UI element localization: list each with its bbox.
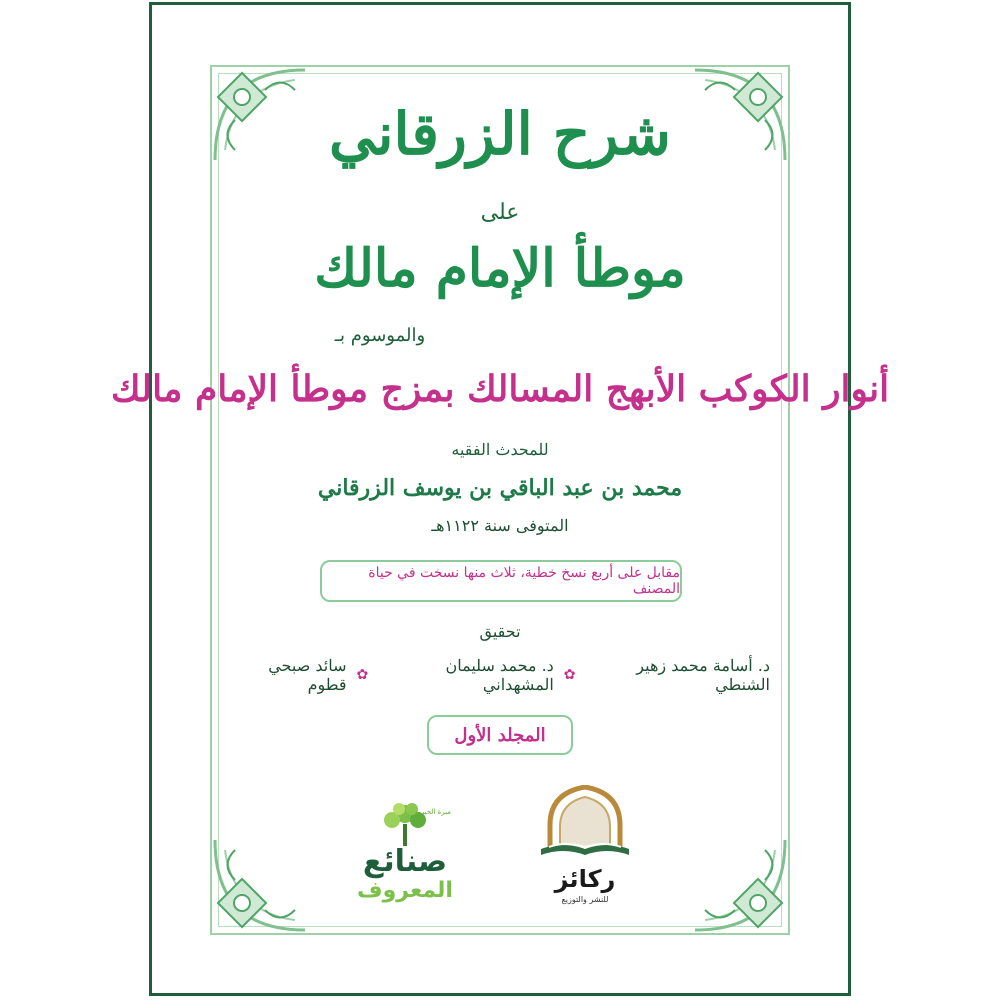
dome-book-icon xyxy=(535,785,635,865)
tahqiq-label: تحقيق xyxy=(479,622,521,641)
publisher-left-name-line1: صنائع xyxy=(362,844,448,879)
volume-label: المجلد الأول xyxy=(454,724,546,746)
mawsum-label: والموسوم بـ xyxy=(334,325,426,346)
publisher-logo-left xyxy=(335,800,475,910)
ala-connector: على xyxy=(480,200,520,225)
death-year: المتوفى سنة ١١٢٢هـ xyxy=(431,516,569,535)
author-name: محمد بن عبد الباقي بن يوسف الزرقاني xyxy=(317,475,683,501)
book-subject: موطأ الإمام مالك xyxy=(314,238,686,299)
manuscripts-note: مقابل على أربع نسخ خطية، ثلاث منها نسخت في حياة المصنف xyxy=(368,565,680,597)
editor-2: د. محمد سليمان المشهداني xyxy=(445,656,554,694)
publisher-left-tagline: مبرة الخيرية xyxy=(415,808,451,816)
publisher-left-name-line2: المعروف xyxy=(357,878,453,903)
corner-ornament-bottom-right xyxy=(685,830,795,940)
manuscripts-note-box xyxy=(320,560,682,602)
publisher-logo-right xyxy=(535,785,635,910)
book-subtitle: أنوار الكوكب الأبهج المسالك بمزج موطأ الإمام مالك xyxy=(110,368,890,410)
publisher-right-tagline: للنشر والتوزيع xyxy=(561,895,609,904)
editor-3: سائد صبحي قطوم xyxy=(268,656,347,694)
editor-1: د. أسامة محمد زهير الشنطي xyxy=(636,656,770,694)
book-title: شرح الزرقاني xyxy=(329,100,671,168)
corner-ornament-bottom-left xyxy=(205,830,315,940)
flower-separator-icon: ✿ xyxy=(563,667,576,683)
editors-line xyxy=(230,656,770,694)
publisher-right-name: ركائز xyxy=(554,865,616,893)
volume-box xyxy=(427,715,573,755)
author-intro: للمحدث الفقيه xyxy=(451,440,549,459)
flower-separator-icon: ✿ xyxy=(356,667,369,683)
